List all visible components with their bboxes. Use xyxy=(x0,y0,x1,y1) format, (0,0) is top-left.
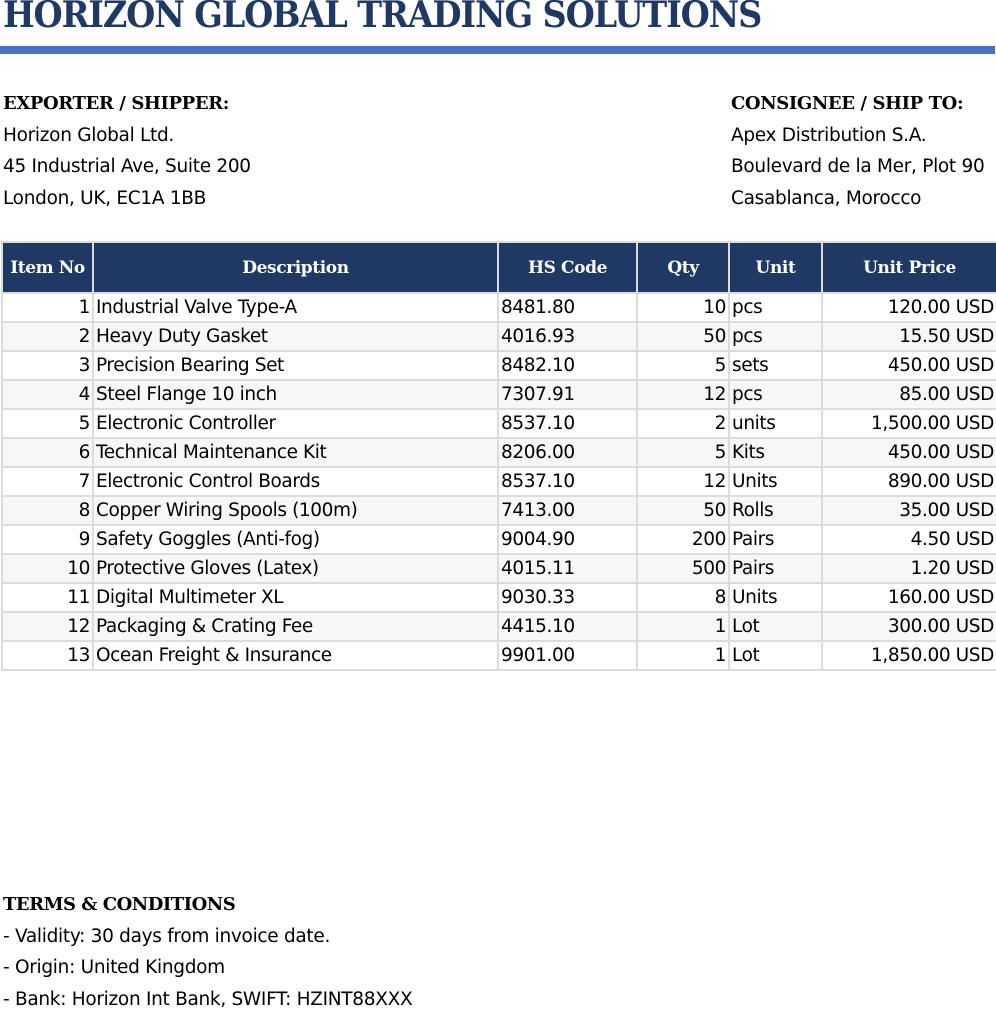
cell-qty: 500 xyxy=(637,554,729,583)
cell-hs-code: 9030.33 xyxy=(498,583,637,612)
cell-hs-code: 7307.91 xyxy=(498,380,637,409)
cell-unit: Units xyxy=(729,467,822,496)
cell-unit-price: 85.00 USD xyxy=(822,380,996,409)
terms-label: TERMS & CONDITIONS xyxy=(3,889,412,921)
terms-validity: - Validity: 30 days from invoice date. xyxy=(3,921,412,953)
exporter-block xyxy=(3,88,251,214)
cell-qty: 5 xyxy=(637,351,729,380)
col-header-item-no: Item No xyxy=(2,242,93,293)
cell-qty: 5 xyxy=(637,438,729,467)
cell-unit-price: 15.50 USD xyxy=(822,322,996,351)
consignee-block xyxy=(731,88,984,214)
col-header-hs-code: HS Code xyxy=(498,242,637,293)
cell-item-no: 10 xyxy=(2,554,93,583)
cell-hs-code: 8206.00 xyxy=(498,438,637,467)
cell-qty: 50 xyxy=(637,496,729,525)
cell-qty: 12 xyxy=(637,380,729,409)
table-row xyxy=(2,583,996,612)
cell-hs-code: 4015.11 xyxy=(498,554,637,583)
col-header-unit: Unit xyxy=(729,242,822,293)
table-row xyxy=(2,409,996,438)
cell-item-no: 7 xyxy=(2,467,93,496)
cell-qty: 1 xyxy=(637,641,729,670)
cell-description: Digital Multimeter XL xyxy=(93,583,498,612)
table-row xyxy=(2,496,996,525)
table-row xyxy=(2,525,996,554)
cell-unit: Lot xyxy=(729,641,822,670)
line-items-table xyxy=(1,241,996,671)
col-header-description: Description xyxy=(93,242,498,293)
cell-description: Technical Maintenance Kit xyxy=(93,438,498,467)
table-row xyxy=(2,293,996,322)
cell-unit-price: 890.00 USD xyxy=(822,467,996,496)
company-title: HORIZON GLOBAL TRADING SOLUTIONS xyxy=(3,0,761,36)
cell-unit-price: 450.00 USD xyxy=(822,351,996,380)
cell-description: Electronic Controller xyxy=(93,409,498,438)
title-divider xyxy=(0,46,995,54)
cell-qty: 8 xyxy=(637,583,729,612)
cell-item-no: 3 xyxy=(2,351,93,380)
cell-unit: Rolls xyxy=(729,496,822,525)
cell-hs-code: 4415.10 xyxy=(498,612,637,641)
exporter-name: Horizon Global Ltd. xyxy=(3,120,251,152)
cell-hs-code: 8481.80 xyxy=(498,293,637,322)
cell-unit: sets xyxy=(729,351,822,380)
cell-description: Electronic Control Boards xyxy=(93,467,498,496)
cell-description: Precision Bearing Set xyxy=(93,351,498,380)
cell-description: Steel Flange 10 inch xyxy=(93,380,498,409)
cell-qty: 50 xyxy=(637,322,729,351)
col-header-qty: Qty xyxy=(637,242,729,293)
cell-item-no: 9 xyxy=(2,525,93,554)
cell-hs-code: 8537.10 xyxy=(498,467,637,496)
cell-hs-code: 4016.93 xyxy=(498,322,637,351)
cell-hs-code: 9004.90 xyxy=(498,525,637,554)
cell-description: Copper Wiring Spools (100m) xyxy=(93,496,498,525)
table-row xyxy=(2,612,996,641)
cell-description: Protective Gloves (Latex) xyxy=(93,554,498,583)
cell-description: Packaging & Crating Fee xyxy=(93,612,498,641)
cell-unit: Pairs xyxy=(729,554,822,583)
cell-item-no: 13 xyxy=(2,641,93,670)
cell-unit-price: 1.20 USD xyxy=(822,554,996,583)
cell-qty: 10 xyxy=(637,293,729,322)
cell-description: Safety Goggles (Anti-fog) xyxy=(93,525,498,554)
cell-unit-price: 120.00 USD xyxy=(822,293,996,322)
cell-hs-code: 8482.10 xyxy=(498,351,637,380)
cell-hs-code: 7413.00 xyxy=(498,496,637,525)
cell-unit: pcs xyxy=(729,380,822,409)
cell-qty: 1 xyxy=(637,612,729,641)
cell-unit: Lot xyxy=(729,612,822,641)
cell-hs-code: 8537.10 xyxy=(498,409,637,438)
cell-description: Industrial Valve Type-A xyxy=(93,293,498,322)
cell-unit: Units xyxy=(729,583,822,612)
exporter-address: 45 Industrial Ave, Suite 200 xyxy=(3,151,251,183)
cell-unit-price: 35.00 USD xyxy=(822,496,996,525)
table-row xyxy=(2,380,996,409)
table-row xyxy=(2,351,996,380)
cell-unit-price: 300.00 USD xyxy=(822,612,996,641)
cell-unit: units xyxy=(729,409,822,438)
cell-unit: Pairs xyxy=(729,525,822,554)
cell-unit: pcs xyxy=(729,322,822,351)
consignee-city: Casablanca, Morocco xyxy=(731,183,984,215)
cell-item-no: 11 xyxy=(2,583,93,612)
cell-qty: 200 xyxy=(637,525,729,554)
terms-bank: - Bank: Horizon Int Bank, SWIFT: HZINT88XXX xyxy=(3,984,412,1015)
cell-item-no: 4 xyxy=(2,380,93,409)
table-header-row xyxy=(2,242,996,293)
terms-block xyxy=(3,889,412,1015)
cell-item-no: 5 xyxy=(2,409,93,438)
exporter-label: EXPORTER / SHIPPER: xyxy=(3,88,251,120)
table-row xyxy=(2,554,996,583)
terms-origin: - Origin: United Kingdom xyxy=(3,952,412,984)
cell-unit-price: 1,850.00 USD xyxy=(822,641,996,670)
cell-qty: 2 xyxy=(637,409,729,438)
cell-item-no: 12 xyxy=(2,612,93,641)
cell-unit-price: 160.00 USD xyxy=(822,583,996,612)
cell-hs-code: 9901.00 xyxy=(498,641,637,670)
exporter-city: London, UK, EC1A 1BB xyxy=(3,183,251,215)
cell-item-no: 1 xyxy=(2,293,93,322)
table-row xyxy=(2,438,996,467)
consignee-name: Apex Distribution S.A. xyxy=(731,120,984,152)
cell-unit-price: 1,500.00 USD xyxy=(822,409,996,438)
cell-unit: Kits xyxy=(729,438,822,467)
col-header-unit-price: Unit Price xyxy=(822,242,996,293)
consignee-label: CONSIGNEE / SHIP TO: xyxy=(731,88,984,120)
table-row xyxy=(2,641,996,670)
cell-unit: pcs xyxy=(729,293,822,322)
cell-item-no: 2 xyxy=(2,322,93,351)
cell-unit-price: 4.50 USD xyxy=(822,525,996,554)
cell-item-no: 8 xyxy=(2,496,93,525)
cell-item-no: 6 xyxy=(2,438,93,467)
cell-description: Heavy Duty Gasket xyxy=(93,322,498,351)
cell-qty: 12 xyxy=(637,467,729,496)
table-row xyxy=(2,467,996,496)
cell-description: Ocean Freight & Insurance xyxy=(93,641,498,670)
table-row xyxy=(2,322,996,351)
consignee-address: Boulevard de la Mer, Plot 90 xyxy=(731,151,984,183)
cell-unit-price: 450.00 USD xyxy=(822,438,996,467)
